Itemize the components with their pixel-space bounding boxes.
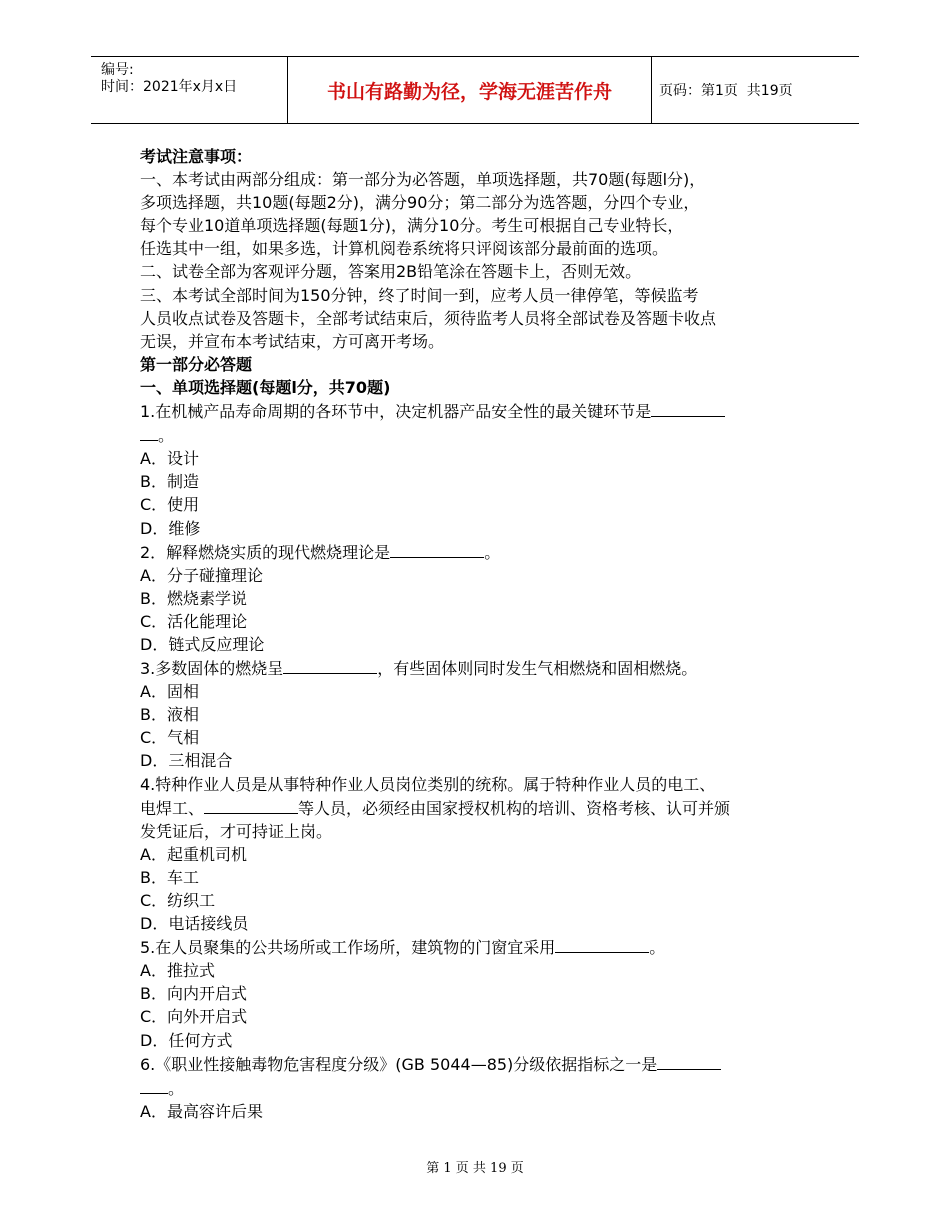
- option: C．使用: [140, 495, 200, 515]
- option: D．电话接线员: [140, 914, 249, 934]
- question-text: 。: [168, 1078, 185, 1098]
- question-text: 2．解释燃烧实质的现代燃烧理论是: [140, 542, 391, 562]
- option: B．燃烧素学说: [140, 588, 247, 608]
- option: D．链式反应理论: [140, 634, 265, 654]
- notice-line: 一、本考试由两部分组成：第一部分为必答题，单项选择题，共70题(每题l分)，: [140, 170, 706, 190]
- question-2: [140, 540, 820, 564]
- option: C．向外开启式: [140, 1007, 248, 1027]
- question-4-line: 发凭证后，才可持证上岗。: [140, 821, 333, 841]
- notice-line: 任选其中一组，如果多选，计算机阅卷系统将只评阅该部分最前面的选项。: [140, 239, 669, 259]
- notice-line: 每个专业10道单项选择题(每题1分)，满分10分。考生可根据自己专业特长，: [140, 216, 684, 236]
- doc-time: 时间：2021年x月x日: [101, 79, 238, 95]
- option: D．任何方式: [140, 1030, 233, 1050]
- answer-blank: [657, 1052, 721, 1070]
- question-3: [140, 656, 820, 680]
- question-text: 。: [158, 426, 175, 446]
- section-title: 一、单项选择题(每题l分，共70题): [140, 377, 391, 397]
- question-4-line: [140, 796, 820, 820]
- question-text: 等人员，必须经由国家授权机构的培训、资格考核、认可并颁: [298, 798, 731, 818]
- notice-line: 人员收点试卷及答题卡，全部考试结束后，须待监考人员将全部试卷及答题卡收点: [140, 308, 717, 328]
- header-page-number: 页码：第1页 共19页: [659, 83, 793, 99]
- question-4: 4.特种作业人员是从事特种作业人员岗位类别的统称。属于特种作业人员的电工、: [140, 774, 716, 794]
- question-5: [140, 935, 820, 959]
- notice-line: 二、试卷全部为客观评分题，答案用2B铅笔涂在答题卡上，否则无效。: [140, 262, 642, 282]
- answer-blank: [390, 540, 484, 558]
- question-1: [140, 399, 820, 423]
- answer-blank: [140, 423, 158, 441]
- question-1-cont: [140, 423, 820, 447]
- header-divider: [651, 57, 652, 123]
- option: A．推拉式: [140, 961, 215, 981]
- question-text: ，有些固体则同时发生气相燃烧和固相燃烧。: [377, 659, 698, 679]
- header-meta: [101, 62, 237, 96]
- question-6-cont: [140, 1076, 820, 1100]
- question-text: 5.在人员聚集的公共场所或工作场所，建筑物的门窗宜采用: [140, 938, 556, 958]
- header-motto: 书山有路勤为径，学海无涯苦作舟: [326, 80, 612, 103]
- option: A．起重机司机: [140, 844, 247, 864]
- option: A．设计: [140, 449, 199, 469]
- question-text: 电焊工、: [140, 798, 205, 818]
- option: B．车工: [140, 867, 199, 887]
- option: A．分子碰撞理论: [140, 565, 263, 585]
- option: D．维修: [140, 518, 201, 538]
- option: A．最高容许后果: [140, 1101, 263, 1121]
- page-header: [91, 56, 859, 124]
- answer-blank: [204, 796, 298, 814]
- answer-blank: [283, 656, 377, 674]
- page-footer: 第 1 页 共 19 页: [426, 1161, 524, 1176]
- notice-line: 无误，并宣布本考试结束，方可离开考场。: [140, 331, 445, 351]
- answer-blank: [140, 1076, 168, 1094]
- part-title: 第一部分必答题: [140, 354, 253, 374]
- question-text: 。: [649, 938, 666, 958]
- document-body: [140, 145, 820, 1123]
- option: C．活化能理论: [140, 611, 248, 631]
- option: C．纺织工: [140, 891, 216, 910]
- question-text: 。: [484, 542, 501, 562]
- question-text: 6.《职业性接触毒物危害程度分级》(GB 5044—85)分级依据指标之一是: [140, 1054, 658, 1074]
- option: A．固相: [140, 682, 199, 702]
- notice-line: 多项选择题，共10题(每题2分)，满分90分；第二部分为选答题，分四个专业，: [140, 193, 700, 213]
- option: D．三相混合: [140, 751, 233, 771]
- option: B．液相: [140, 705, 199, 725]
- option: B．向内开启式: [140, 984, 247, 1004]
- question-text: 3.多数固体的燃烧呈: [140, 659, 284, 679]
- question-text: 1.在机械产品寿命周期的各环节中，决定机器产品安全性的最关键环节是: [140, 402, 652, 422]
- notice-title: 考试注意事项：: [140, 147, 253, 166]
- answer-blank: [555, 935, 649, 953]
- option: B．制造: [140, 472, 199, 492]
- answer-blank: [651, 399, 725, 417]
- question-6: [140, 1052, 820, 1076]
- notice-line: 三、本考试全部时间为150分钟，终了时间一到，应考人员一律停笔，等候监考: [140, 285, 699, 305]
- doc-number-label: 编号:: [101, 62, 134, 78]
- option: C．气相: [140, 728, 200, 748]
